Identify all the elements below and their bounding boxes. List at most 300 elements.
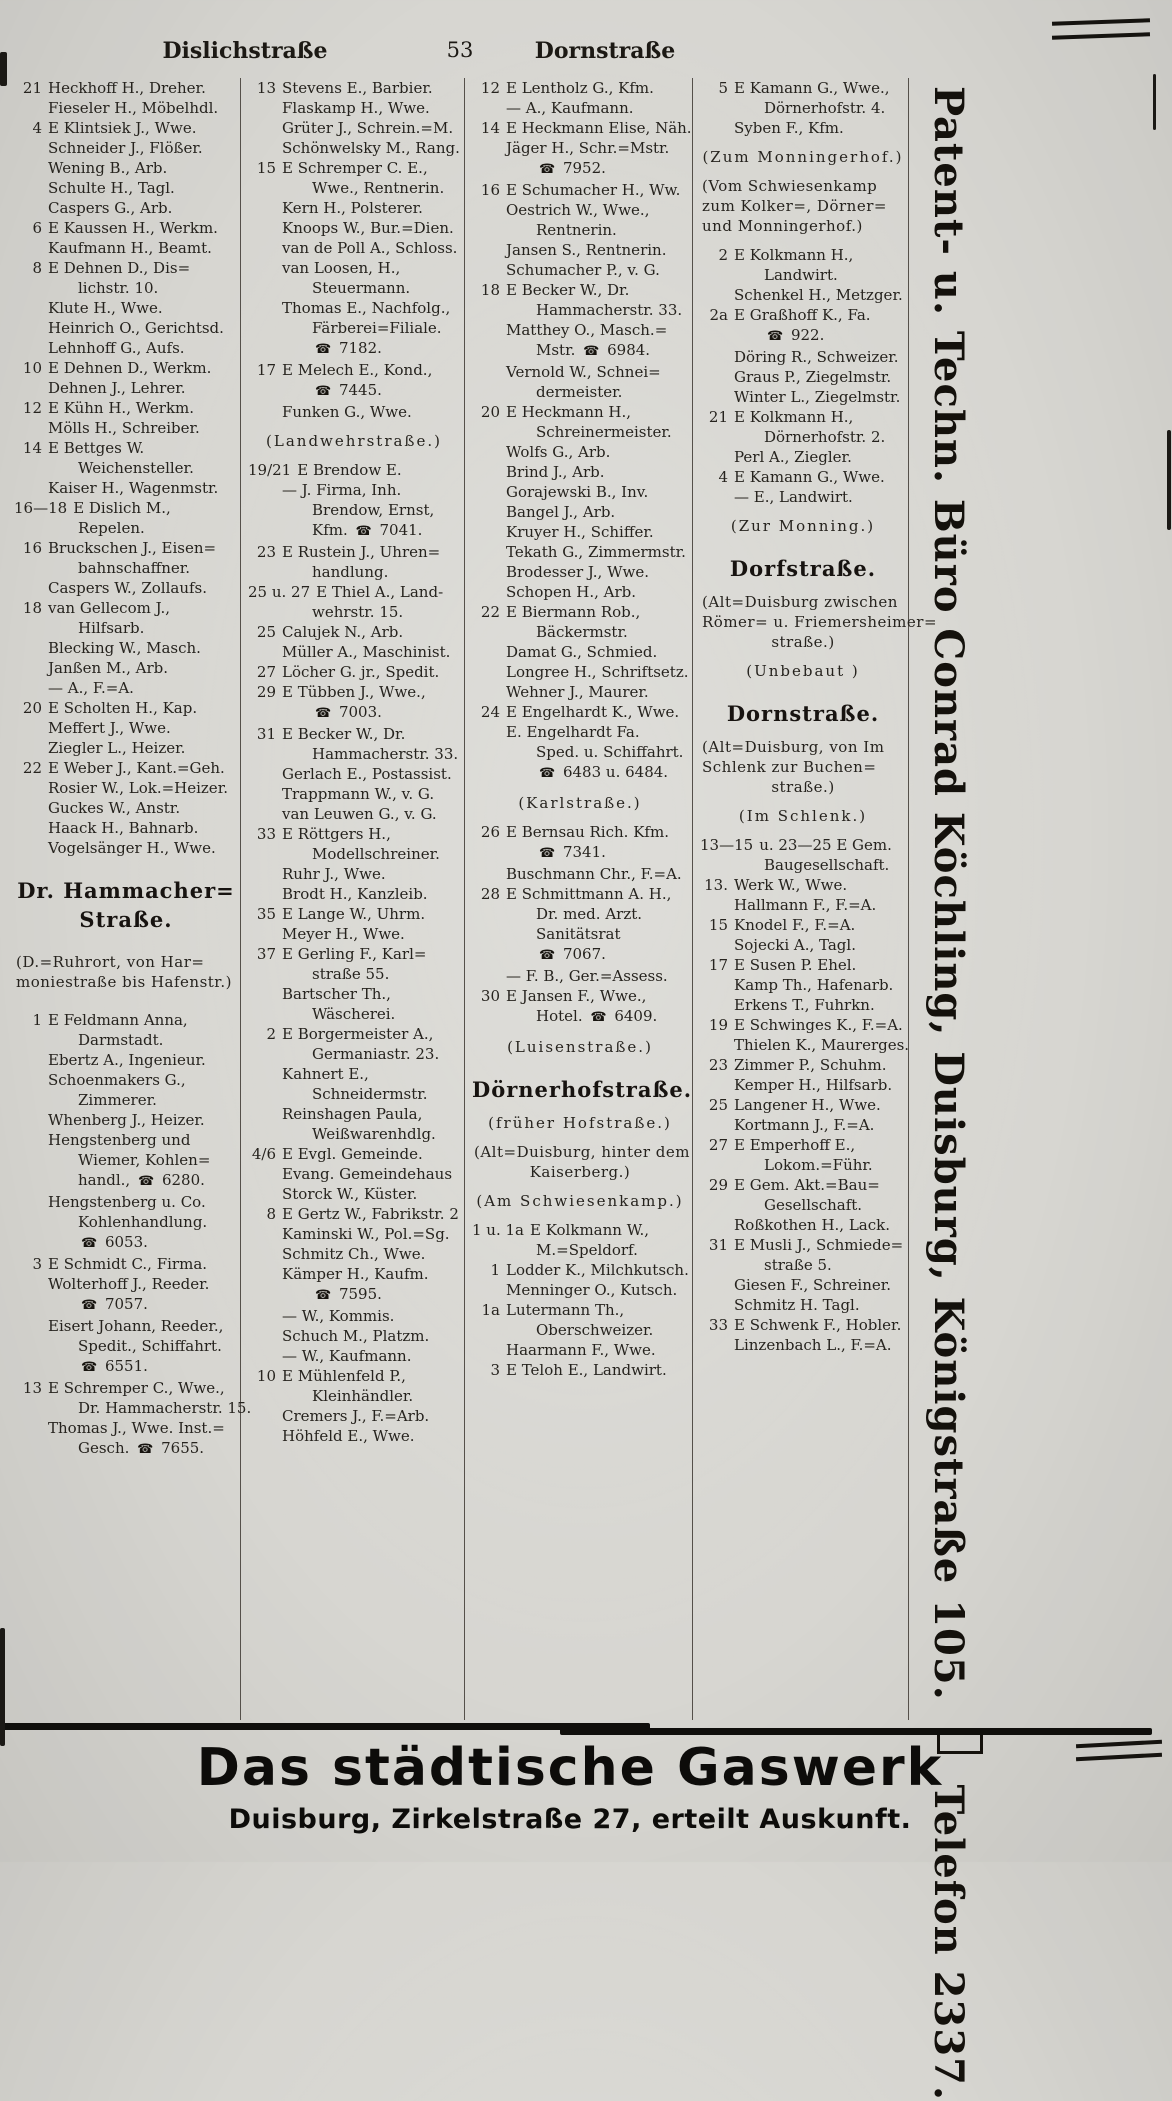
house-number: 1 [490,1261,500,1279]
entry-text: E Heckmann Elise, Näh. [506,119,692,137]
directory-line [472,502,688,522]
directory-line [700,1235,906,1255]
entry-text: E Engelhardt K., Wwe. [506,703,680,721]
directory-line [248,118,460,138]
entry-text: ☎ 7952. [539,159,606,177]
entry-text: Schmitz Ch., Wwe. [282,1245,426,1263]
entry-text: Caspers W., Zollaufs. [48,579,208,597]
directory-line [700,1275,906,1295]
directory-line [700,995,906,1015]
phone-icon: ☎ [137,1174,155,1189]
directory-line [248,278,460,298]
house-number: 8 [32,259,42,277]
directory-line [248,1164,460,1184]
sidebar-ad-line: Patent- u. Techn. Büro Conrad Köchling, Duisburg, Königstraße 105. [925,86,972,1701]
entry-text: (D.=Ruhrort, von Har= [16,953,205,971]
phone-icon: ☎ [767,329,784,344]
entry-text: Schlenk zur Buchen= [702,758,877,776]
entry-text: Kemper H., Hilfsarb. [734,1076,893,1094]
entry-text: Repelen. [78,519,145,537]
directory-line [14,398,238,418]
directory-line [14,1010,238,1030]
entry-text: Wiemer, Kohlen= [78,1151,211,1169]
entry-text: (Unbebaut ) [746,662,860,680]
entry-text: Langener H., Wwe. [734,1096,881,1114]
directory-line [14,1232,238,1254]
directory-line [248,824,460,844]
entry-text: Wwe., Rentnerin. [312,179,445,197]
street-heading [472,1075,693,1104]
house-number: 12 [22,399,42,417]
directory-line [472,260,688,280]
entry-text: Wening B., Arb. [48,159,168,177]
directory-line [248,1084,460,1104]
entry-text: ☎ 6551. [81,1357,148,1375]
entry-text: Gerlach E., Postassist. [282,765,452,783]
entry-text: Schulte H., Tagl. [48,179,175,197]
directory-line [248,844,460,864]
directory-line [248,1104,460,1124]
entry-text: Wolterhoff J., Reeder. [48,1275,210,1293]
directory-line [14,338,238,358]
column-divider [692,78,693,1720]
entry-text: handl., ☎ 6280. [78,1171,205,1189]
entry-text: Cremers J., F.=Arb. [282,1407,430,1425]
entry-text: Kortmann J., F.=A. [734,1116,875,1134]
house-number: 22 [22,759,42,777]
entry-text: Evang. Gemeindehaus [282,1165,453,1183]
entry-text: E. Engelhardt Fa. [506,723,640,741]
entry-text: M.=Speldorf. [536,1241,638,1259]
entry-text: E Becker W., Dr. [506,281,630,299]
directory-line [14,678,238,698]
entry-text: Trappmann W., v. G. [282,785,435,803]
directory-line [14,1110,238,1130]
directory-line [700,806,906,826]
spacer [472,784,688,793]
directory-line [248,884,460,904]
entry-text: moniestraße bis Hafenstr.) [16,973,232,991]
directory-line [248,562,460,582]
directory-line [472,280,688,300]
directory-line [472,1142,688,1162]
entry-text: Buschmann Chr., F.=A. [506,865,682,883]
entry-text: Dörnerhofstr. 4. [764,99,886,117]
directory-line [700,1215,906,1235]
column-divider [240,78,241,1720]
house-number: 33 [256,825,276,843]
house-number: 29 [708,1176,728,1194]
directory-column [14,78,252,1460]
entry-text: Grüter J., Schrein.=M. [282,119,454,137]
entry-text: E Musli J., Schmiede= [734,1236,904,1254]
directory-line [248,380,460,402]
house-number: 5 [718,79,728,97]
directory-line [472,1300,688,1320]
entry-text: und Monningerhof.) [702,217,863,235]
directory-line [248,944,460,964]
entry-text: Longree H., Schriftsetz. [506,663,689,681]
directory-line [248,198,460,218]
entry-text: van Gellecom J., [48,599,170,617]
entry-text: Lodder K., Milchkutsch. [506,1261,689,1279]
entry-text: E Kühn H., Werkm. [48,399,195,417]
entry-text: E Melech E., Kond., [282,361,433,379]
directory-line [472,622,688,642]
house-number: 17 [708,956,728,974]
directory-line [700,661,906,681]
house-number: 2a [709,306,728,324]
directory-line [248,864,460,884]
directory-line [248,582,460,602]
entry-text: Funken G., Wwe. [282,403,412,421]
entry-text: Brodesser J., Wwe. [506,563,649,581]
directory-line [700,612,938,632]
directory-line [472,382,688,402]
directory-line [472,1113,688,1133]
entry-text: (Zur Monning.) [730,517,876,535]
page-number: 53 [446,38,474,62]
entry-text: Thomas J., Wwe. Inst.= [48,1419,225,1437]
house-number: 3 [32,1255,42,1273]
directory-line [248,1184,460,1204]
entry-text: Sojecki A., Tagl. [734,936,856,954]
entry-text: Bruckschen J., Eisen= [48,539,217,557]
entry-text: Syben F., Kfm. [734,119,844,137]
entry-text: (Alt=Duisburg, von Im [702,738,885,756]
entry-text: handlung. [312,563,389,581]
directory-line [700,367,906,387]
directory-line [248,642,460,662]
entry-text: Schmitz H. Tagl. [734,1296,860,1314]
directory-line [14,1336,238,1356]
house-number: 13 [256,79,276,97]
house-number: 6 [32,219,42,237]
page-header [0,38,908,72]
directory-line [700,632,906,652]
entry-text: Sanitätsrat [536,925,621,943]
phone-icon: ☎ [583,344,600,359]
directory-line [472,1240,688,1260]
entry-text: Döring R., Schweizer. [734,348,899,366]
directory-line [248,460,460,480]
entry-text: Sped. u. Schiffahrt. [536,743,684,761]
directory-line [248,1366,460,1386]
entry-text: E Borgermeister A., [282,1025,434,1043]
house-number: 8 [266,1205,276,1223]
house-number: 4 [718,468,728,486]
directory-line [14,778,238,798]
entry-text: E Tübben J., Wwe., [282,683,426,701]
entry-text: Caspers G., Arb. [48,199,173,217]
entry-text: Giesen F., Schreiner. [734,1276,892,1294]
entry-text: Bäckermstr. [536,623,628,641]
entry-text: Müller A., Maschinist. [282,643,451,661]
spacer [14,934,238,952]
house-number: 33 [708,1316,728,1334]
entry-text: Kaiser H., Wagenmstr. [48,479,219,497]
directory-line [472,842,688,864]
directory-line [248,924,460,944]
spacer [14,992,238,1010]
directory-line [700,285,906,305]
directory-line [472,1191,688,1211]
entry-text: — A., Kaufmann. [506,99,634,117]
spacer [700,167,906,176]
house-number: 25 u. 27 [248,583,311,601]
directory-line [248,904,460,924]
entry-text: ☎ 922. [767,326,825,344]
directory-line [14,818,238,838]
house-number: 24 [480,703,500,721]
column-divider [908,78,909,1720]
directory-line [14,1130,238,1150]
directory-line [14,178,238,198]
directory-line [700,1095,906,1115]
entry-text: E Weber J., Kant.=Geh. [48,759,225,777]
phone-icon: ☎ [81,1298,98,1313]
entry-text: Dörnerhofstr. 2. [764,428,886,446]
entry-text: Löcher G. jr., Spedit. [282,663,440,681]
directory-line [472,1360,688,1380]
entry-text: E Jansen F., Wwe., [506,987,647,1005]
directory-line [14,118,238,138]
house-number: 13—15 [700,836,754,854]
entry-text: Meffert J., Wwe. [48,719,171,737]
phone-icon: ☎ [539,766,556,781]
entry-text: u. 23—25 E Gem. [759,836,892,854]
house-number: 19 [708,1016,728,1034]
directory-line [700,447,906,467]
sidebar-ad-line: Telefon 2337. [925,1784,972,2101]
street-header-left: Dislichstraße [162,38,328,64]
street-heading [700,554,906,583]
directory-line [472,402,688,422]
directory-line [14,158,238,178]
entry-text: Modellschreiner. [312,845,440,863]
directory-line [700,1035,910,1055]
directory-line [700,1055,906,1075]
entry-text: E Schmittmann A. H., [506,885,672,903]
directory-line [14,1070,238,1090]
entry-text: Hengstenberg u. Co. [48,1193,206,1211]
footer-rule [0,1723,650,1730]
directory-line [472,482,688,502]
spacer [14,858,238,876]
directory-line [14,1192,238,1212]
entry-text: E Dehnen D., Werkm. [48,359,212,377]
house-number: 16—18 [14,499,68,517]
phone-icon: ☎ [315,342,332,357]
entry-text: Wäscherei. [312,1005,396,1023]
directory-line [248,1004,460,1024]
house-number: 13 [22,1379,42,1397]
spacer [700,236,906,245]
entry-text: Weißwarenhdlg. [312,1125,436,1143]
entry-text: (früher Hofstraße.) [488,1114,672,1132]
directory-line [472,1006,688,1028]
spacer [700,826,906,835]
entry-text: E Rustein J., Uhren= [282,543,441,561]
entry-text: Knodel F., F.=A. [734,916,856,934]
house-number: 21 [708,408,728,426]
entry-text: E Scholten H., Kap. [48,699,198,717]
house-number: 16 [22,539,42,557]
sidebar-ad-text [922,86,985,2101]
entry-text: Guckes W., Anstr. [48,799,181,817]
directory-line [14,1378,238,1398]
directory-line [248,724,460,744]
entry-text: E Teloh E., Landwirt. [506,1361,667,1379]
directory-line [248,1024,460,1044]
entry-text: E Gerling F., Karl= [282,945,427,963]
entry-text: (Alt=Duisburg, hinter dem [474,1143,690,1161]
directory-line [472,944,688,966]
entry-text: Brind J., Arb. [506,463,605,481]
entry-text: E Dislich M., [73,499,171,517]
entry-text: E Gem. Akt.=Bau= [734,1176,880,1194]
phone-icon: ☎ [137,1442,154,1457]
entry-text: Brendow, Ernst, [312,501,435,519]
directory-line [14,98,238,118]
directory-line [700,855,906,875]
directory-line [248,338,460,360]
house-number: 30 [480,987,500,1005]
directory-line [472,742,688,762]
directory-line [14,238,238,258]
directory-line [14,798,238,818]
entry-text: Dehnen J., Lehrer. [48,379,186,397]
directory-line [248,744,460,764]
entry-text: — J. Firma, Inh. [282,481,402,499]
entry-text: van Leuwen G., v. G. [282,805,437,823]
entry-text: Calujek N., Arb. [282,623,404,641]
directory-line [472,362,688,382]
directory-line [700,147,906,167]
directory-line [248,1244,460,1264]
directory-line [248,1406,460,1426]
entry-text: Kahnert E., [282,1065,369,1083]
entry-text: Brodt H., Kanzleib. [282,885,428,903]
directory-line [14,478,238,498]
entry-text: lichstr. 10. [78,279,159,297]
entry-text: Reinshagen Paula, [282,1105,423,1123]
phone-icon: ☎ [539,162,556,177]
house-number: 23 [256,543,276,561]
entry-text: Schneider J., Flößer. [48,139,203,157]
directory-line [700,118,906,138]
entry-text: ☎ 7595. [315,1285,382,1303]
entry-text: Gesellschaft. [764,1196,863,1214]
directory-line [700,516,906,536]
entry-text: Ebertz A., Ingenieur. [48,1051,206,1069]
directory-line [248,1124,460,1144]
directory-line [248,1264,460,1284]
bottom-ad-subtitle: Duisburg, Zirkelstraße 27, erteilt Auskunft. [228,1804,912,1835]
rule-ornament [1052,32,1150,39]
entry-text: Kaminski W., Pol.=Sg. [282,1225,450,1243]
directory-line [248,138,460,158]
entry-text: Tekath G., Zimmermstr. [506,543,686,561]
house-number: 15 [708,916,728,934]
house-number: 15 [256,159,276,177]
directory-line [14,1294,238,1316]
directory-line [472,462,688,482]
entry-text: bahnschaffner. [78,559,191,577]
directory-line [700,1315,906,1335]
directory-line [472,904,688,924]
directory-line [472,118,692,138]
directory-line [248,1064,460,1084]
directory-line [248,764,460,784]
entry-text: Hilfsarb. [78,619,145,637]
directory-line [700,975,906,995]
phone-icon: ☎ [315,384,332,399]
bottom-ad-title: Das städtische Gaswerk [196,1738,944,1798]
spacer [472,1133,688,1142]
entry-text: Kohlenhandlung. [78,1213,208,1231]
entry-text: Spedit., Schiffahrt. [78,1337,222,1355]
entry-text: E Kolkmann H., [734,246,854,264]
directory-line [248,682,460,702]
entry-text: Erkens T., Fuhrkn. [734,996,875,1014]
entry-text: Gorajewski B., Inv. [506,483,649,501]
directory-column [700,78,938,1355]
directory-line [472,582,688,602]
entry-text: Schopen H., Arb. [506,583,637,601]
spacer [700,797,906,806]
directory-line [248,964,460,984]
directory-line [14,1356,238,1378]
directory-line [700,407,906,427]
entry-text: E Schremper C., Wwe., [48,1379,225,1397]
house-number: 13. [704,876,728,894]
directory-line [14,718,238,738]
entry-text: Kfm. ☎ 7041. [312,521,423,539]
entry-text: E Dehnen D., Dis= [48,259,191,277]
entry-text: Thielen K., Maurerges. [734,1036,910,1054]
directory-line [472,642,688,662]
house-number: 1 u. 1a [472,1221,524,1239]
directory-line [700,387,906,407]
entry-text: E Kamann G., Wwe. [734,468,885,486]
directory-line [14,438,238,458]
entry-text: Hammacherstr. 33. [536,301,683,319]
directory-line [700,1335,906,1355]
entry-text: Schreinermeister. [536,423,672,441]
house-number: 31 [256,725,276,743]
directory-line [700,176,906,196]
directory-line [700,467,906,487]
entry-text: Kämper H., Kaufm. [282,1265,429,1283]
entry-text: E Brendow E. [297,461,402,479]
entry-text: Dornstraße. [726,701,880,726]
house-number: 22 [480,603,500,621]
directory-line [248,78,460,98]
column-divider [464,78,465,1720]
entry-text: E Schremper C. E., [282,159,428,177]
directory-line [700,265,906,285]
entry-text: straße 55. [312,965,390,983]
spacer [700,681,906,699]
entry-text: dermeister. [536,383,623,401]
entry-text: E Graßhoff K., Fa. [734,306,871,324]
directory-line [472,682,688,702]
directory-line [248,520,460,542]
house-number: 1 [32,1011,42,1029]
rule-ornament [1076,1740,1162,1748]
directory-line [472,822,688,842]
